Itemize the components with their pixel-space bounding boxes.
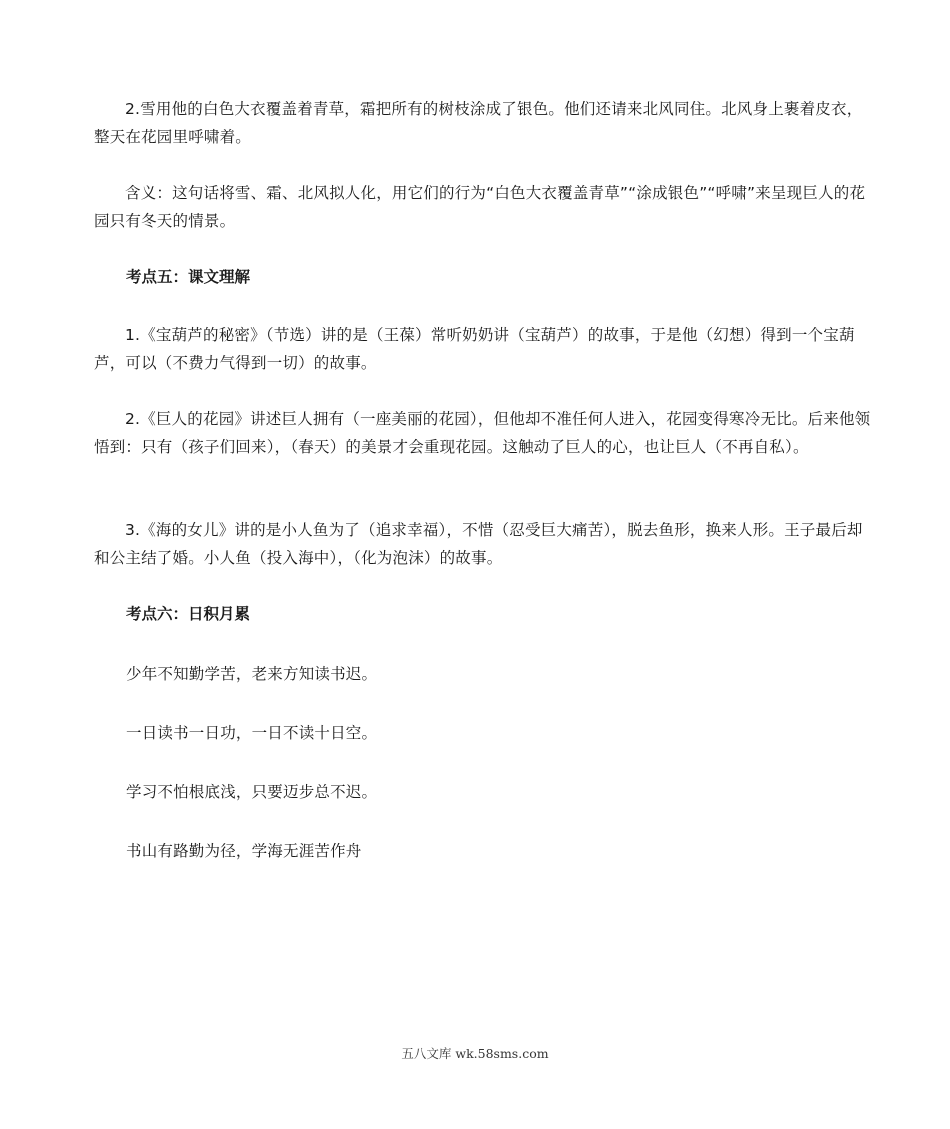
paragraph-gourd-secret: 1.《宝葫芦的秘密》（节选）讲的是（王葆）常听奶奶讲（宝葫芦）的故事，于是他（幻想）得到一个宝葫芦，可以（不费力气得到一切）的故事。: [94, 326, 855, 372]
paragraph-meaning: 含义：这句话将雪、霜、北风拟人化，用它们的行为“白色大衣覆盖青草”“涂成银色”“呼啸”来呈现巨人的花园只有冬天的情景。: [94, 184, 866, 230]
heading-section-six: 考点六：日积月累: [126, 605, 251, 623]
quote-line: 少年不知勤学苦，老来方知读书迟。: [126, 665, 378, 683]
quote-line: 书山有路勤为径，学海无涯苦作舟: [126, 842, 362, 860]
paragraph-little-mermaid: 3.《海的女儿》讲的是小人鱼为了（追求幸福），不惜（忍受巨大痛苦），脱去鱼形，换来人形。王子最后却和公主结了婚。小人鱼（投入海中），（化为泡沫）的故事。: [94, 521, 863, 567]
heading-section-five: 考点五：课文理解: [126, 268, 251, 286]
paragraph-snow-frost: 2.雪用他的白色大衣覆盖着青草，霜把所有的树枝涂成了银色。他们还请来北风同住。北风身上裹着皮衣，整天在花园里呼啸着。: [94, 100, 863, 146]
paragraph-giant-garden: 2.《巨人的花园》讲述巨人拥有（一座美丽的花园），但他却不准任何人进入，花园变得寒冷无比。后来他领悟到：只有（孩子们回来），（春天）的美景才会重现花园。这触动了巨人的心，也让巨人（不再自私）。: [94, 410, 871, 456]
page-footer: 五八文库 wk.58sms.com: [401, 1046, 549, 1061]
quote-line: 一日读书一日功，一日不读十日空。: [126, 724, 378, 742]
quote-line: 学习不怕根底浅，只要迈步总不迟。: [126, 783, 378, 801]
